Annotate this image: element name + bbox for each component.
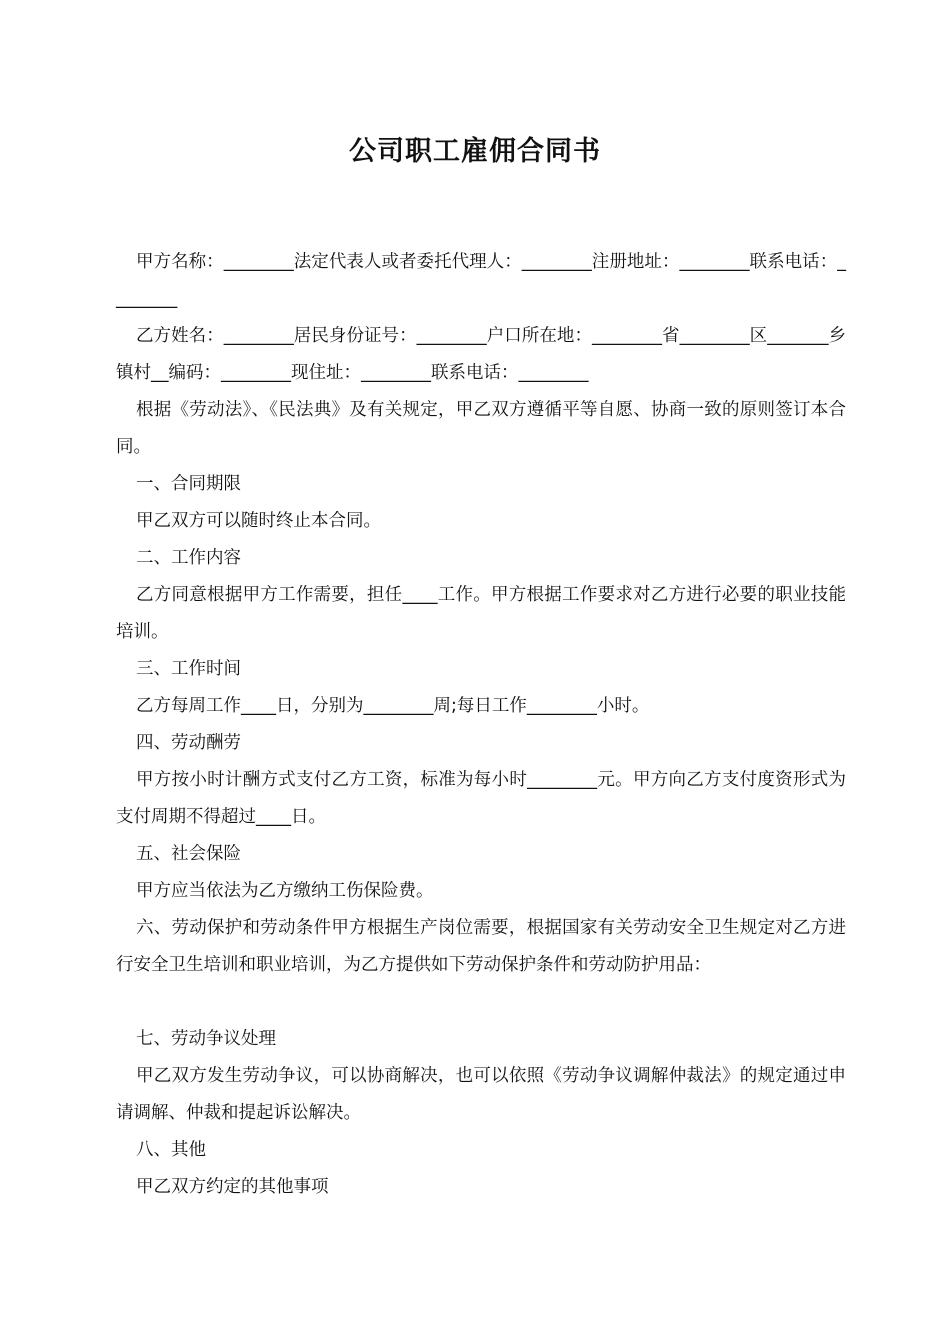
section-heading-social-insurance: 五、社会保险 [136,844,241,864]
section-labor-protection: 六、劳动保护和劳动条件甲方根据生产岗位需要，根据国家有关劳动安全卫生规定对乙方进行安全卫生培训和职业培训，为乙方提供如下劳动保护条件和劳动防护用品： [116,918,846,975]
section-text-work-content: 乙方同意根据甲方工作需要，担任____工作。甲方根据工作要求对乙方进行必要的职业技能培训。 [116,585,846,642]
section-heading-work-content: 二、工作内容 [136,548,241,568]
section-heading-term: 一、合同期限 [136,474,241,494]
blank-line [116,984,846,1021]
document-body [116,244,846,1206]
section-text-other: 甲乙双方约定的其他事项 [136,1177,329,1197]
section-text-dispute: 甲乙双方发生劳动争议，可以协商解决，也可以依照《劳动争议调解仲裁法》的规定通过申请调解、仲裁和提起诉讼解决。 [116,1066,846,1123]
section-text-work-hours: 乙方每周工作____日，分别为________周;每日工作________小时。 [136,696,650,716]
section-heading-work-hours: 三、工作时间 [136,659,241,679]
document-title: 公司职工雇佣合同书 [349,136,601,167]
party-b-info: 乙方姓名：________居民身份证号：________户口所在地：________省________区_______乡镇村__编码：________现住址：________联系电话：________ [116,326,846,383]
party-a-info: 甲方名称：________法定代表人或者委托代理人：________注册地址：________联系电话：________ [116,252,846,309]
section-text-remuneration: 甲方按小时计酬方式支付乙方工资，标准为每小时________元。甲方向乙方支付度资形式为支付周期不得超过____日。 [116,770,846,827]
section-heading-other: 八、其他 [136,1140,206,1160]
section-text-term: 甲乙双方可以随时终止本合同。 [136,511,381,531]
preamble: 根据《劳动法》、《民法典》及有关规定，甲乙双方遵循平等自愿、协商一致的原则签订本合同。 [116,400,846,457]
section-heading-remuneration: 四、劳动酬劳 [136,733,241,753]
section-heading-dispute: 七、劳动争议处理 [136,1029,276,1049]
section-text-social-insurance: 甲方应当依法为乙方缴纳工伤保险费。 [136,881,434,901]
